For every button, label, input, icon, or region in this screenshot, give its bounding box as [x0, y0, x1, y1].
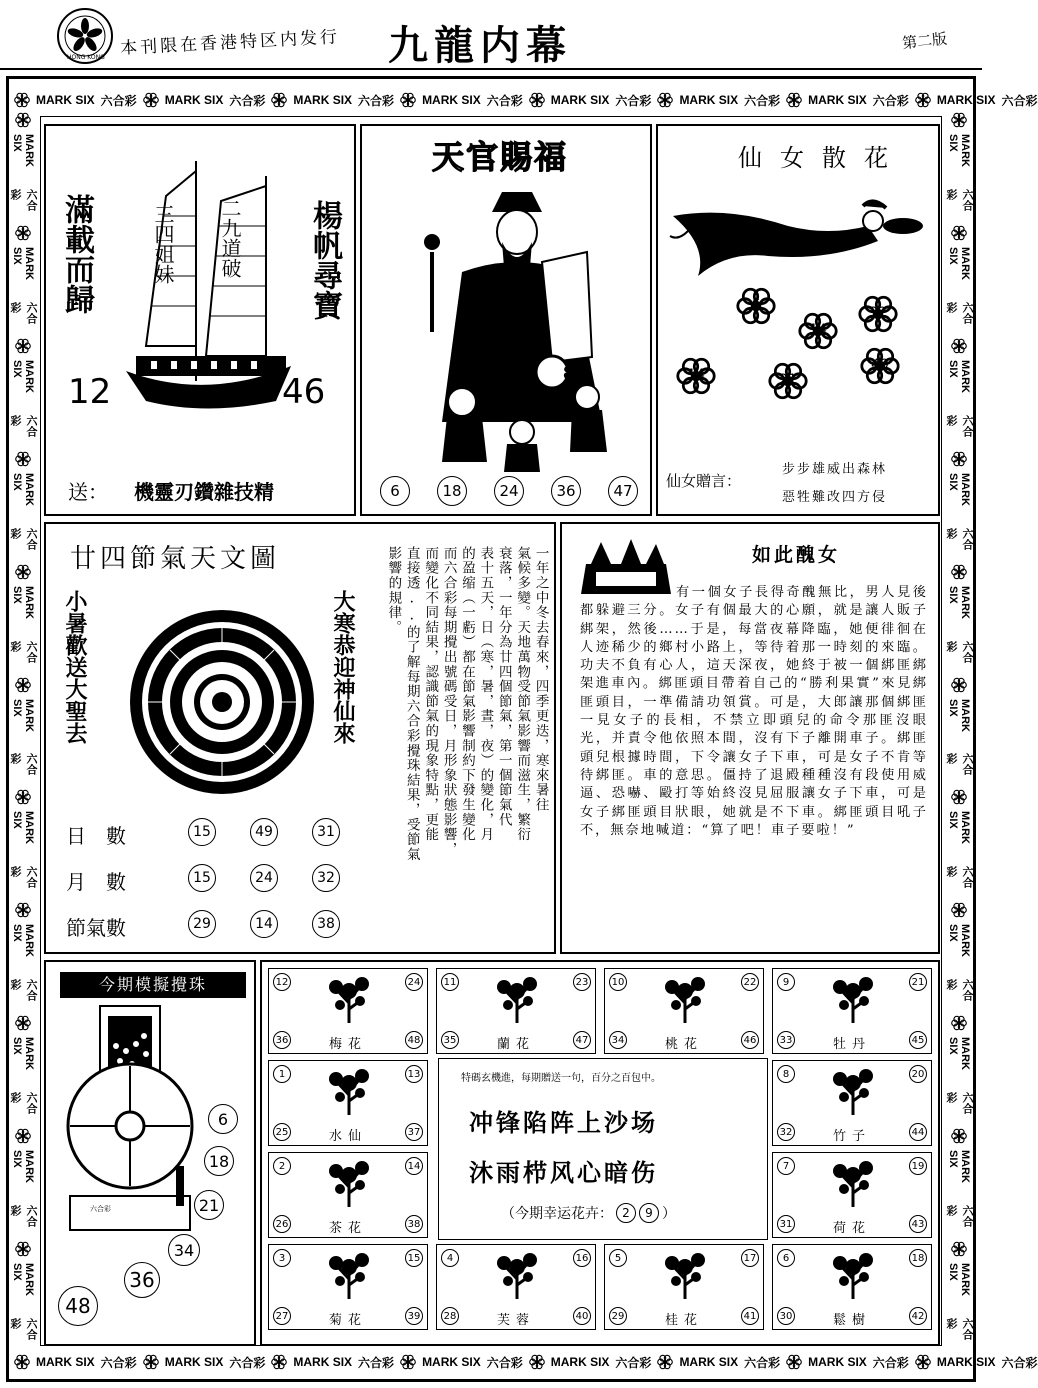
ship-number-right: 46 — [282, 372, 326, 412]
solar-row-number: 38 — [312, 910, 340, 938]
mark-six-en-text: MARK SIX — [947, 698, 971, 732]
mark-six-en-text: MARK SIX — [11, 698, 35, 732]
flower-silhouette-icon — [828, 1159, 878, 1209]
mark-six-cn-text: 六合彩 — [486, 93, 523, 108]
god-number-ball: 47 — [608, 476, 638, 506]
machine-label: 六合彩 — [90, 1205, 111, 1213]
mark-six-cn-text: 六合彩 — [1001, 93, 1038, 108]
mark-six-en-text: MARK SIX — [550, 1355, 610, 1369]
ugly-woman-panel — [560, 522, 940, 954]
mark-six-cn-text: 六合彩 — [9, 640, 37, 663]
flower-cell-name: 芙蓉 — [496, 1313, 535, 1328]
mark-six-strip-top — [14, 90, 1038, 110]
flower-silhouette-icon — [660, 1251, 710, 1301]
solar-row-number: 29 — [188, 910, 216, 938]
flower-ornament-icon — [951, 338, 967, 354]
fairy-flower — [768, 361, 808, 401]
mark-six-cn-text: 六合彩 — [945, 1205, 973, 1228]
draw-machine-panel — [44, 960, 256, 1346]
fairy-flower-number: 21 — [779, 372, 797, 388]
ship-panel — [44, 124, 356, 516]
fairy-flower-number: 49 — [871, 357, 889, 373]
flower-ornament-icon — [14, 1354, 30, 1370]
ship-right-text: 楊帆尋寶 — [307, 200, 342, 320]
flower-ornament-icon — [15, 225, 31, 241]
fairy-panel — [656, 124, 940, 516]
mark-six-cn-text: 六合彩 — [100, 93, 137, 108]
mark-six-cn-text: 六合彩 — [9, 1205, 37, 1228]
lucky-flower-label: （今期幸运花卉： — [501, 1206, 613, 1222]
flower-cell-number: 37 — [405, 1123, 423, 1141]
mark-six-cn-text: 六合彩 — [100, 1355, 137, 1370]
flower-ornament-icon — [657, 92, 673, 108]
flower-cell-number: 11 — [441, 973, 459, 991]
drawn-ball: 36 — [124, 1262, 160, 1298]
flower-cell — [436, 968, 596, 1054]
mark-six-cn-text: 六合彩 — [9, 1092, 37, 1115]
solar-left-text: 小暑歡送大聖去 — [62, 590, 88, 744]
mark-six-en-text: MARK SIX — [164, 93, 224, 107]
mark-six-cn-text: 六合彩 — [9, 866, 37, 889]
solar-article-column: 一年之中冬去春來，四季更迭，寒來暑往 — [532, 546, 549, 813]
flower-cell-number: 9 — [777, 973, 795, 991]
flower-cell-number: 20 — [909, 1065, 927, 1083]
lucky-flower-number-b: 9 — [639, 1203, 659, 1223]
flower-ornament-icon — [400, 92, 416, 108]
flower-silhouette-icon — [324, 1067, 374, 1117]
page-title: 九龍内幕 — [388, 22, 572, 69]
mark-six-en-text: MARK SIX — [11, 1150, 35, 1184]
flower-silhouette-icon — [492, 975, 542, 1025]
mark-six-en-text: MARK SIX — [808, 1355, 867, 1369]
poem-note: 特碼玄機進，每期贈送一句，百分之百包中。 — [461, 1073, 661, 1084]
mark-six-strip-left — [9, 112, 37, 1348]
flower-cell-number: 48 — [405, 1031, 423, 1049]
mark-six-cn-text: 六合彩 — [945, 301, 973, 324]
drawn-ball: 21 — [194, 1190, 224, 1220]
solar-terms-wheel-icon — [122, 602, 322, 802]
mark-six-en-text: MARK SIX — [11, 134, 35, 167]
send-text: 機靈刃鑽雜技精 — [134, 480, 274, 504]
flower-cell-number: 17 — [741, 1249, 759, 1267]
poem-line-2: 沐雨栉风心暗伤 — [469, 1158, 658, 1187]
flower-cell — [604, 1244, 764, 1330]
lucky-flower-end: ） — [662, 1206, 676, 1222]
solar-article-column: 而六合彩每期攪出號碼受日，月形象狀態影響， — [440, 546, 457, 857]
fairy-flower — [676, 356, 716, 396]
mark-six-en-text: MARK SIX — [11, 1263, 35, 1297]
flower-cell — [268, 968, 428, 1054]
flower-ornament-icon — [951, 902, 967, 918]
solar-terms-title: 廿四節氣天文圖 — [70, 544, 281, 574]
flower-grid-panel — [260, 960, 940, 1346]
flower-cell-number: 27 — [273, 1307, 291, 1325]
lucky-flower-number-a: 2 — [616, 1203, 636, 1223]
flower-cell-number: 25 — [273, 1123, 291, 1141]
flower-cell-number: 38 — [405, 1215, 423, 1233]
flower-ornament-icon — [15, 112, 31, 128]
flower-cell-name: 荷花 — [832, 1221, 871, 1236]
flower-cell-name: 水仙 — [328, 1129, 367, 1144]
mark-six-cn-text: 六合彩 — [229, 1355, 266, 1370]
flower-cell-name: 鬆樹 — [832, 1313, 871, 1328]
flower-cell-number: 18 — [909, 1249, 927, 1267]
fairy-gift-line-1: 步步雄威出森林 — [782, 462, 888, 477]
god-panel — [360, 124, 652, 516]
mark-six-cn-text: 六合彩 — [945, 979, 973, 1002]
distribution-notice: 本刊限在香港特区内发行 — [119, 27, 341, 59]
flower-cell-number: 43 — [909, 1215, 927, 1233]
mark-six-strip-right — [945, 112, 973, 1348]
flower-cell-name: 茶花 — [328, 1221, 367, 1236]
mark-six-en-text: MARK SIX — [808, 93, 867, 107]
mark-six-en-text: MARK SIX — [11, 924, 35, 958]
mark-six-cn-text: 六合彩 — [9, 1317, 37, 1340]
fairy-flower-number: 32 — [869, 305, 887, 321]
fairy-gift-label: 仙女贈言： — [666, 472, 742, 490]
god-number-ball: 24 — [494, 476, 524, 506]
mark-six-cn-text: 六合彩 — [615, 93, 652, 108]
solar-row-number: 31 — [312, 818, 340, 846]
flower-ornament-icon — [951, 1128, 967, 1144]
mark-six-en-text: MARK SIX — [422, 1355, 481, 1369]
send-label: 送： — [68, 480, 108, 504]
flower-ornament-icon — [529, 1354, 545, 1370]
flower-cell-number: 13 — [405, 1065, 423, 1083]
fairy-flower-number: 6 — [751, 297, 761, 313]
solar-row-label: 月 數 — [66, 870, 126, 894]
flower-cell-name: 梅花 — [328, 1037, 367, 1052]
flower-cell-number: 15 — [405, 1249, 423, 1267]
mark-six-en-text: MARK SIX — [936, 93, 996, 107]
solar-row-label: 日 數 — [66, 824, 126, 848]
flower-ornament-icon — [529, 92, 545, 108]
mark-six-en-text: MARK SIX — [11, 246, 35, 280]
flower-cell-number: 44 — [909, 1123, 927, 1141]
flower-ornament-icon — [400, 1354, 416, 1370]
fairy-flower — [860, 346, 900, 386]
god-ball-number: 8 — [562, 363, 576, 384]
mark-six-cn-text: 六合彩 — [945, 640, 973, 663]
ugly-woman-story: 有一個女子長得奇醜無比，男人見後都躲避三分。女子有個最大的心願，就是讓人販子綁架，然後……于是，每當夜幕降臨，她便徘徊在人迹稀少的鄉村小路上，等待着那一時刻的來臨。功夫不負有心人，這天深夜，她終于被一個綁匪綁架進車內。綁匪頭目帶着自己的“勝利果實”來見綁匪頭目，一準備請功領賞。可是，大郎讓那個綁匪一見女子的長相，不禁立即頭兒的命令那匪沒眼光，并責令他依照本間，沒有下子離開車子。綁匪頭兒根據時間，下令讓女子下車，可是女子不肯等待綁匪。車的意思。僵持了退殿種種沒有段使用威逼、恐嚇、毆打等始終沒見屈服讓女子下車，可是女子綁匪頭目狀眼，她就是不下車。綁匪頭目吼子不，無奈地喊道：“算了吧！車子要啦！” — [580, 585, 928, 838]
flower-cell-number: 14 — [405, 1157, 423, 1175]
mark-six-cn-text: 六合彩 — [229, 93, 266, 108]
flower-cell-number: 19 — [909, 1157, 927, 1175]
solar-article — [384, 546, 550, 942]
mark-six-cn-text: 六合彩 — [358, 93, 395, 108]
flower-ornament-icon — [951, 677, 967, 693]
mark-six-cn-text: 六合彩 — [945, 414, 973, 437]
mark-six-en-text: MARK SIX — [679, 93, 739, 107]
flower-silhouette-icon — [324, 1251, 374, 1301]
solar-article-column: 氣候多變。天地萬物受節氣影響而滋生，繁衍 — [514, 546, 531, 842]
flower-ornament-icon — [915, 92, 931, 108]
mark-six-en-text: MARK SIX — [36, 93, 95, 107]
mark-six-cn-text: 六合彩 — [486, 1355, 523, 1370]
flower-cell-number: 45 — [909, 1031, 927, 1049]
fairy-gift-line-2: 惡牲難改四方侵 — [782, 490, 888, 505]
flower-ornament-icon — [786, 92, 802, 108]
fairy-flower-number: 14 — [687, 367, 705, 383]
solar-row-number: 32 — [312, 864, 340, 892]
draw-machine-title: 今期模擬攪珠 — [60, 972, 246, 998]
god-number-row — [380, 476, 640, 510]
flower-ornament-icon — [951, 451, 967, 467]
flower-cell-number: 46 — [741, 1031, 759, 1049]
mark-six-cn-text: 六合彩 — [945, 866, 973, 889]
flower-ornament-icon — [786, 1354, 802, 1370]
flower-ornament-icon — [15, 902, 31, 918]
mark-six-en-text: MARK SIX — [947, 359, 971, 393]
sail-left-text: 三四姐妹 — [151, 204, 175, 284]
flower-cell-name: 牡丹 — [832, 1037, 871, 1052]
flower-ornament-icon — [15, 564, 31, 580]
solar-right-text: 大寒恭迎神仙來 — [330, 590, 356, 744]
flower-cell-number: 8 — [777, 1065, 795, 1083]
flower-cell-number: 33 — [777, 1031, 795, 1049]
flower-silhouette-icon — [828, 975, 878, 1025]
flower-cell-number: 4 — [441, 1249, 459, 1267]
header-rule — [0, 68, 982, 70]
mark-six-en-text: MARK SIX — [947, 1263, 971, 1297]
flower-ornament-icon — [657, 1354, 673, 1370]
flower-cell-number: 12 — [273, 973, 291, 991]
god-number-ball: 36 — [551, 476, 581, 506]
mark-six-cn-text: 六合彩 — [1001, 1355, 1038, 1370]
mark-six-en-text: MARK SIX — [947, 246, 971, 280]
mark-six-en-text: MARK SIX — [947, 811, 971, 845]
flower-ornament-icon — [14, 92, 30, 108]
mark-six-cn-text: 六合彩 — [358, 1355, 395, 1370]
flower-cell — [268, 1152, 428, 1238]
flower-cell-number: 24 — [405, 973, 423, 991]
flower-ornament-icon — [143, 1354, 159, 1370]
drawn-ball-group — [46, 962, 258, 1348]
solar-terms-panel — [44, 522, 556, 954]
solar-row-number: 24 — [250, 864, 278, 892]
flower-cell — [772, 1152, 932, 1238]
flower-cell — [604, 968, 764, 1054]
mark-six-en-text: MARK SIX — [947, 585, 971, 619]
flower-cell-number: 35 — [441, 1031, 459, 1049]
drawn-ball: 48 — [58, 1286, 98, 1326]
flower-ornament-icon — [15, 1015, 31, 1031]
flower-cell-number: 3 — [273, 1249, 291, 1267]
flower-cell-number: 39 — [405, 1307, 423, 1325]
flower-cell-number: 21 — [909, 973, 927, 991]
flower-cell-number: 26 — [273, 1215, 291, 1233]
solar-row-number: 15 — [188, 818, 216, 846]
mark-six-cn-text: 六合彩 — [945, 753, 973, 776]
flower-cell-number: 10 — [609, 973, 627, 991]
fairy-flower-number: 14 — [809, 322, 827, 338]
flower-ornament-icon — [271, 92, 287, 108]
mark-six-cn-text: 六合彩 — [9, 753, 37, 776]
flower-cell-number: 36 — [273, 1031, 291, 1049]
mark-six-en-text: MARK SIX — [11, 472, 35, 506]
mark-six-en-text: MARK SIX — [936, 1355, 996, 1369]
flower-silhouette-icon — [492, 1251, 542, 1301]
flower-ornament-icon — [915, 1354, 931, 1370]
mark-six-en-text: MARK SIX — [947, 1037, 971, 1071]
mark-six-en-text: MARK SIX — [11, 359, 35, 393]
mark-six-en-text: MARK SIX — [36, 1355, 95, 1369]
flower-ornament-icon — [15, 789, 31, 805]
mark-six-cn-text: 六合彩 — [945, 188, 973, 211]
flower-cell-number: 34 — [609, 1031, 627, 1049]
mark-six-en-text: MARK SIX — [11, 585, 35, 619]
edition-label: 第二版 — [901, 29, 948, 53]
flower-cell-name: 蘭花 — [496, 1037, 535, 1052]
solar-row-number: 14 — [250, 910, 278, 938]
flower-cell-number: 31 — [777, 1215, 795, 1233]
mark-six-cn-text: 六合彩 — [9, 527, 37, 550]
flower-cell-number: 1 — [273, 1065, 291, 1083]
mark-six-en-text: MARK SIX — [11, 811, 35, 845]
flower-cell — [772, 968, 932, 1054]
fairy-flower — [798, 311, 838, 351]
flower-ornament-icon — [15, 451, 31, 467]
solar-article-column: 直接透..的了解每期六合彩攪珠結果，受節氣 — [403, 546, 420, 862]
flower-cell-number: 23 — [573, 973, 591, 991]
flower-cell-number: 7 — [777, 1157, 795, 1175]
flower-cell-number: 42 — [909, 1307, 927, 1325]
mark-six-cn-text: 六合彩 — [945, 1317, 973, 1340]
mark-six-en-text: MARK SIX — [422, 93, 481, 107]
flower-cell-number: 6 — [777, 1249, 795, 1267]
flower-ornament-icon — [951, 1015, 967, 1031]
flower-ornament-icon — [951, 225, 967, 241]
solar-row-number: 15 — [188, 864, 216, 892]
lucky-flower-line — [501, 1203, 676, 1223]
mark-six-cn-text: 六合彩 — [9, 301, 37, 324]
flower-cell-name: 菊花 — [328, 1313, 367, 1328]
mark-six-en-text: MARK SIX — [947, 924, 971, 958]
mark-six-en-text: MARK SIX — [947, 134, 971, 167]
ship-number-left: 12 — [68, 372, 112, 412]
flower-cell — [772, 1060, 932, 1146]
flower-silhouette-icon — [828, 1067, 878, 1117]
flower-cell-number: 40 — [573, 1307, 591, 1325]
flower-ornament-icon — [951, 789, 967, 805]
solar-row-number: 49 — [250, 818, 278, 846]
poem-line-1: 冲锋陷阵上沙场 — [469, 1108, 658, 1137]
fairy-flower-field — [658, 286, 938, 426]
mark-six-cn-text: 六合彩 — [615, 1355, 652, 1370]
god-number-ball: 18 — [437, 476, 467, 506]
fairy-flower — [736, 286, 776, 326]
flower-cell-name: 桃花 — [664, 1037, 703, 1052]
drawn-ball: 34 — [168, 1234, 200, 1266]
mark-six-cn-text: 六合彩 — [945, 1092, 973, 1115]
solar-article-column: 而變化不同結果，認識節氣的現象特點，更能 — [422, 546, 439, 842]
god-number-ball: 6 — [380, 476, 410, 506]
god-panel-title: 天官賜福 — [432, 138, 569, 176]
flower-cell-number: 2 — [273, 1157, 291, 1175]
mark-six-cn-text: 六合彩 — [744, 93, 781, 108]
flying-fairy-icon — [668, 186, 928, 286]
flower-ornament-icon — [15, 1128, 31, 1144]
flower-ornament-icon — [951, 112, 967, 128]
mark-six-cn-text: 六合彩 — [9, 979, 37, 1002]
mark-six-en-text: MARK SIX — [164, 1355, 224, 1369]
flower-cell-number: 30 — [777, 1307, 795, 1325]
flower-cell-number: 5 — [609, 1249, 627, 1267]
mark-six-en-text: MARK SIX — [550, 93, 610, 107]
flower-cell — [436, 1244, 596, 1330]
flower-cell — [772, 1244, 932, 1330]
drawn-ball: 6 — [208, 1104, 238, 1134]
drawn-ball: 18 — [204, 1146, 234, 1176]
flower-cell-number: 16 — [573, 1249, 591, 1267]
flower-cell — [268, 1060, 428, 1146]
solar-row-label: 節氣數 — [66, 916, 126, 940]
flower-ornament-icon — [271, 1354, 287, 1370]
flower-cell-number: 28 — [441, 1307, 459, 1325]
mark-six-cn-text: 六合彩 — [9, 188, 37, 211]
flower-cell-number: 29 — [609, 1307, 627, 1325]
flower-cell-number: 41 — [741, 1307, 759, 1325]
flower-cell-number: 32 — [777, 1123, 795, 1141]
flower-cell-number: 22 — [741, 973, 759, 991]
flower-silhouette-icon — [828, 1251, 878, 1301]
solar-article-column: 衰落，一年分為廿四個節氣，第一個節氣代 — [495, 546, 512, 828]
mark-six-en-text: MARK SIX — [947, 472, 971, 506]
flower-ornament-icon — [951, 564, 967, 580]
mark-six-cn-text: 六合彩 — [744, 1355, 781, 1370]
flower-cell-name: 竹子 — [832, 1129, 871, 1144]
flower-ornament-icon — [143, 92, 159, 108]
ship-left-text: 滿載而歸 — [59, 194, 94, 314]
flower-ornament-icon — [15, 1241, 31, 1257]
flower-cell-name: 桂花 — [664, 1313, 703, 1328]
sail-right-text: 二九道破 — [218, 198, 242, 278]
emblem-caption: HONG KONG — [67, 54, 105, 61]
mark-six-cn-text: 六合彩 — [945, 527, 973, 550]
flower-ornament-icon — [15, 338, 31, 354]
mark-six-cn-text: 六合彩 — [872, 1355, 909, 1370]
flower-cell — [268, 1244, 428, 1330]
mark-six-strip-bottom — [14, 1352, 1038, 1372]
lucky-poem-box — [438, 1058, 768, 1240]
solar-article-column: 的盈缩（一虧）都在節氣影響制約下發生變化 — [459, 546, 475, 842]
mark-six-en-text: MARK SIX — [11, 1037, 35, 1071]
mark-six-en-text: MARK SIX — [293, 1355, 353, 1369]
solar-article-column: 表十五天，日（寒，暑，晝，夜）的變化，月 — [477, 546, 494, 842]
flower-ornament-icon — [15, 677, 31, 693]
mark-six-en-text: MARK SIX — [679, 1355, 739, 1369]
flower-silhouette-icon — [324, 975, 374, 1025]
flower-silhouette-icon — [660, 975, 710, 1025]
solar-article-column: 影響的規律。 — [385, 546, 402, 635]
fairy-flower — [858, 294, 898, 334]
flower-ornament-icon — [951, 1241, 967, 1257]
flower-silhouette-icon — [324, 1159, 374, 1209]
fairy-panel-title: 仙女散花 — [738, 144, 906, 172]
mark-six-en-text: MARK SIX — [947, 1150, 971, 1184]
solar-number-table — [62, 814, 372, 944]
mark-six-cn-text: 六合彩 — [9, 414, 37, 437]
mark-six-cn-text: 六合彩 — [872, 93, 909, 108]
heavenly-official-icon — [402, 182, 622, 472]
mark-six-en-text: MARK SIX — [293, 93, 353, 107]
ugly-woman-title: 如此醜女 — [752, 544, 841, 566]
flower-cell-number: 47 — [573, 1031, 591, 1049]
